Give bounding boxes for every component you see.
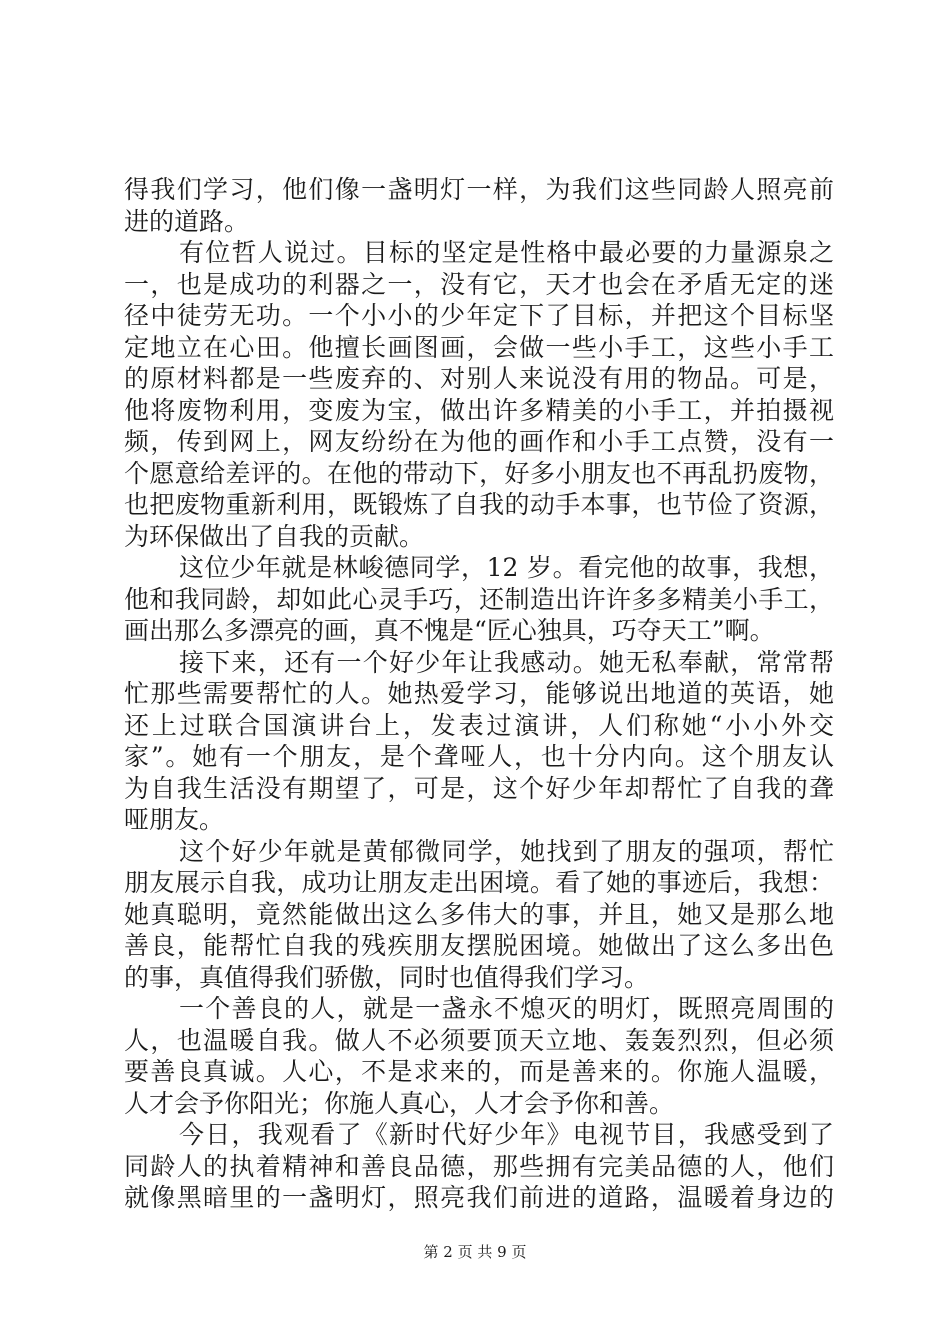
text-line: 的事，真值得我们骄傲，同时也值得我们学习。 (124, 962, 650, 992)
text-line: 接下来，还有一个好少年让我感动。她无私奉献，常常帮 (179, 647, 834, 677)
text-line: 这位少年就是林峻德同学，12 岁。看完他的故事，我想， (179, 553, 834, 582)
text-line: 得我们学习，他们像一盏明灯一样，为我们这些同龄人照亮前 (124, 175, 834, 204)
text-line: 今日，我观看了《新时代好少年》电视节目，我感受到了 (179, 1120, 834, 1149)
text-line: 同龄人的执着精神和善良品德，那些拥有完美品德的人，他们 (124, 1151, 834, 1181)
text-line: 这个好少年就是黄郁微同学，她找到了朋友的强项，帮忙 (179, 836, 834, 866)
text-line: 为环保做出了自我的贡献。 (124, 521, 425, 551)
text-line: 家”。她有一个朋友，是个聋哑人，也十分内向。这个朋友认 (124, 742, 834, 771)
text-line: 她真聪明，竟然能做出这么多伟大的事，并且，她又是那么地 (124, 899, 834, 929)
text-line: 善良，能帮忙自我的残疾朋友摆脱困境。她做出了这么多出色 (124, 931, 834, 960)
text-line: 定地立在心田。他擅长画图画，会做一些小手工，这些小手工 (124, 332, 834, 362)
text-line: 频，传到网上，网友纷纷在为他的画作和小手工点赞，没有一 (124, 427, 834, 456)
text-line: 还上过联合国演讲台上，发表过演讲，人们称她“小小外交 (124, 710, 834, 740)
body-text (124, 174, 834, 1214)
text-line: 忙那些需要帮忙的人。她热爱学习，能够说出地道的英语，她 (124, 679, 834, 708)
text-line: 人才会予你阳光；你施人真心，人才会予你和善。 (124, 1088, 675, 1118)
text-line: 人，也温暖自我。做人不必须要顶天立地、轰轰烈烈，但必须 (124, 1025, 834, 1055)
text-line: 一，也是成功的利器之一，没有它，天才也会在矛盾无定的迷 (124, 269, 834, 299)
text-line: 他将废物利用，变废为宝，做出许多精美的小手工，并拍摄视 (124, 395, 834, 425)
text-line: 就像黑暗里的一盏明灯，照亮我们前进的道路，温暖着身边的 (124, 1183, 834, 1212)
text-line: 的原材料都是一些废弃的、对别人来说没有用的物品。可是， (124, 364, 834, 393)
text-line: 进的道路。 (124, 206, 250, 236)
text-line: 个愿意给差评的。在他的带动下，好多小朋友也不再乱扔废物， (124, 458, 834, 488)
text-line: 他和我同龄，却如此心灵手巧，还制造出许许多多精美小手工， (124, 584, 834, 614)
text-line: 径中徒劳无功。一个小小的少年定下了目标，并把这个目标坚 (124, 301, 834, 330)
page-footer: 第 2 页 共 9 页 (423, 1243, 527, 1261)
text-line: 朋友展示自我，成功让朋友走出困境。看了她的事迹后，我想： (124, 868, 834, 897)
text-line: 画出那么多漂亮的画，真不愧是“匠心独具，巧夺天工”啊。 (124, 616, 775, 645)
text-line: 哑朋友。 (124, 805, 225, 834)
text-line: 要善良真诚。人心，不是求来的，而是善来的。你施人温暖， (124, 1057, 834, 1086)
text-line: 为自我生活没有期望了，可是，这个好少年却帮忙了自我的聋 (124, 773, 834, 803)
text-line: 一个善良的人，就是一盏永不熄灭的明灯，既照亮周围的 (179, 994, 834, 1023)
text-line: 有位哲人说过。目标的坚定是性格中最必要的力量源泉之 (179, 238, 834, 267)
text-line: 也把废物重新利用，既锻炼了自我的动手本事，也节俭了资源， (124, 490, 834, 519)
